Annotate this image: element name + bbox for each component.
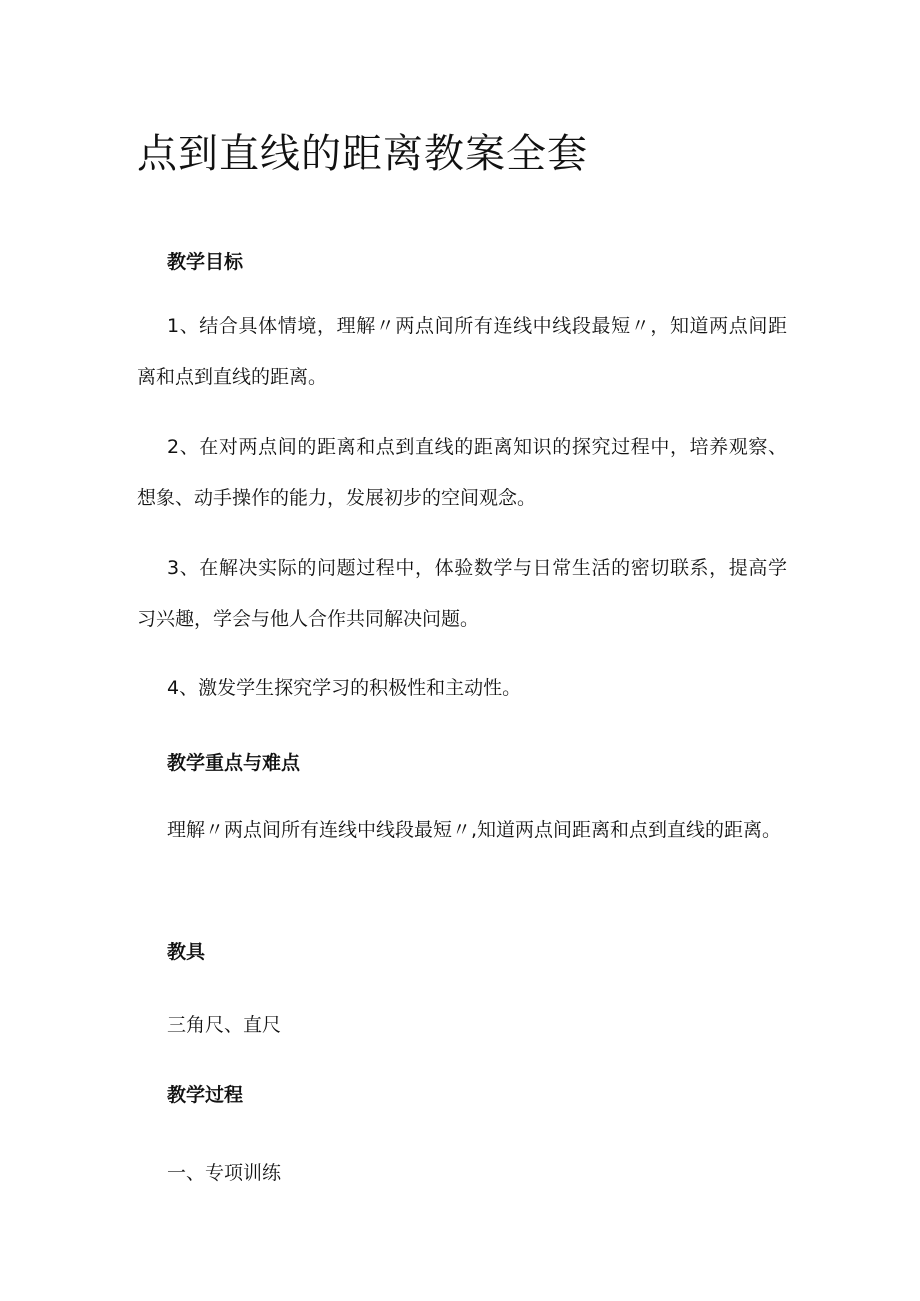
section-heading-process: 教学过程 — [167, 1084, 244, 1106]
section-heading-key-points: 教学重点与难点 — [167, 752, 301, 774]
section-heading-objectives: 教学目标 — [167, 251, 244, 273]
key-points-text: 理解〃两点间所有连线中线段最短〃,知道两点间距离和点到直线的距离。 — [167, 819, 782, 841]
document-title: 点到直线的距离教案全套 — [137, 131, 588, 177]
teaching-aids-text: 三角尺、直尺 — [167, 1014, 282, 1036]
objective-item-1: 1、结合具体情境，理解〃两点间所有连线中线段最短〃，知道两点间距离和点到直线的距离。 — [137, 315, 787, 388]
process-step-1: 一、专项训练 — [167, 1162, 282, 1184]
objective-item-2: 2、在对两点间的距离和点到直线的距离知识的探究过程中，培养观察、想象、动手操作的能力，发展初步的空间观念。 — [137, 436, 787, 509]
objective-item-4: 4、激发学生探究学习的积极性和主动性。 — [167, 677, 522, 699]
objective-item-3: 3、在解决实际的问题过程中，体验数学与日常生活的密切联系，提高学习兴趣，学会与他人合作共同解决问题。 — [137, 557, 787, 630]
section-heading-teaching-aids: 教具 — [167, 941, 206, 963]
